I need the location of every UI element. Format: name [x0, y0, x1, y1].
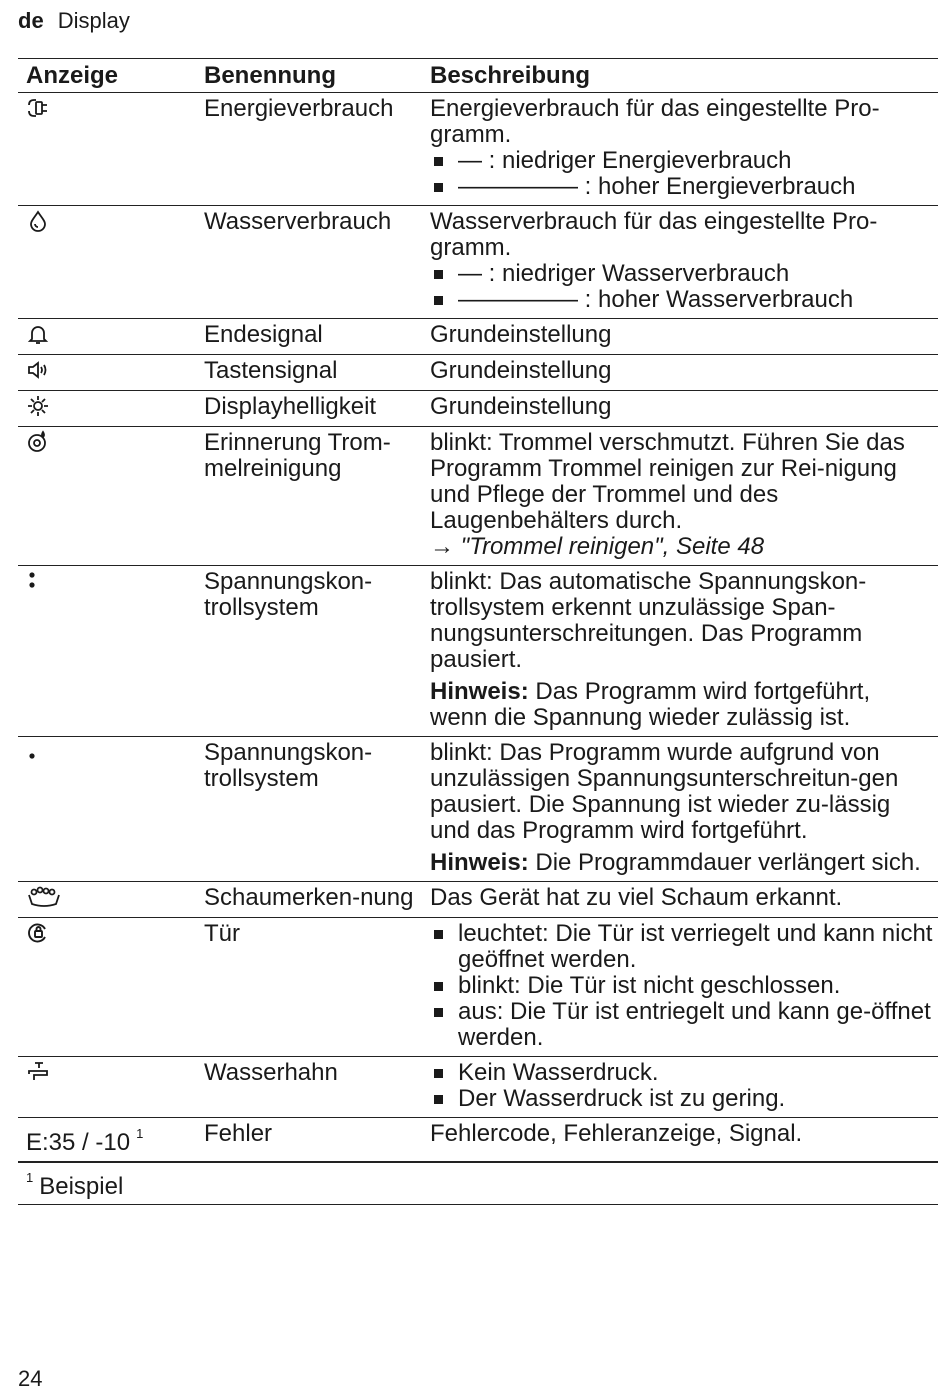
row-description: Grundeinstellung [422, 391, 938, 427]
door-lock-icon [26, 921, 50, 945]
two-dots-icon [26, 569, 50, 593]
column-header-anzeige: Anzeige [18, 59, 196, 93]
row-description: Grundeinstellung [422, 355, 938, 391]
list-item: blinkt: Die Tür ist nicht geschlossen. [430, 973, 934, 999]
note [430, 850, 934, 876]
column-header-beschreibung: Beschreibung [422, 59, 938, 93]
section-title: Display [57, 8, 130, 33]
table-row [18, 566, 938, 737]
table-row [18, 427, 938, 566]
row-name: Wasserverbrauch [196, 206, 422, 319]
bullet-list [430, 261, 934, 313]
bullet-list [430, 148, 934, 200]
plug-icon [26, 96, 50, 120]
list-item: aus: Die Tür ist entriegelt und kann ge-öffnet werden. [430, 999, 934, 1051]
speaker-icon [26, 358, 50, 382]
row-name: Erinnerung Trom-melreinigung [196, 427, 422, 566]
table-header-row [18, 59, 938, 93]
row-name: Tastensignal [196, 355, 422, 391]
bullet-list [430, 921, 934, 1051]
row-name: Schaumerken-nung [196, 882, 422, 918]
note-label: Hinweis: [430, 849, 529, 876]
row-name: Energieverbrauch [196, 93, 422, 206]
table-row [18, 918, 938, 1057]
row-name: Endesignal [196, 319, 422, 355]
table-row [18, 355, 938, 391]
water-drop-icon [26, 209, 50, 233]
row-description: Grundeinstellung [422, 319, 938, 355]
footnote-marker: 1 [136, 1126, 144, 1141]
table-footnote [18, 1162, 938, 1205]
row-description: Das Gerät hat zu viel Schaum erkannt. [422, 882, 938, 918]
footnote-text: Beispiel [39, 1173, 124, 1200]
page-header [18, 8, 130, 34]
row-description: blinkt: Das Programm wurde aufgrund von unzulässigen Spannungsunterschreitun-gen pausiert. Die Spannung ist wieder zu-lässig und das Programm wird fortgeführt. [430, 739, 899, 844]
row-description: Wasserverbrauch für das eingestellte Pro-gramm. [430, 208, 878, 261]
language-code: de [18, 8, 44, 33]
drum-clean-icon [26, 430, 50, 454]
table-row [18, 882, 938, 918]
list-item: ————— : hoher Energieverbrauch [430, 174, 934, 200]
one-dot-icon [26, 740, 50, 764]
foam-icon [26, 885, 62, 909]
row-description: Fehlercode, Fehleranzeige, Signal. [422, 1118, 938, 1163]
list-item: — : niedriger Energieverbrauch [430, 148, 934, 174]
cross-reference: → "Trommel reinigen", Seite 48 [430, 533, 765, 560]
list-item: ————— : hoher Wasserverbrauch [430, 287, 934, 313]
table-row [18, 391, 938, 427]
note [430, 679, 934, 731]
column-header-benennung: Benennung [196, 59, 422, 93]
footnote-number: 1 [26, 1170, 34, 1185]
row-name: Wasserhahn [196, 1057, 422, 1118]
list-item: leuchtet: Die Tür ist verriegelt und kann nicht geöffnet werden. [430, 921, 934, 973]
list-item: — : niedriger Wasserverbrauch [430, 261, 934, 287]
row-description: blinkt: Trommel verschmutzt. Führen Sie das Programm Trommel reinigen zur Rei-nigung und Pflege der Trommel und des Laugenbehälters durch. [430, 429, 905, 534]
bell-icon [26, 322, 50, 346]
row-description: blinkt: Das automatische Spannungskon-trollsystem erkennt unzulässige Span-nungsunterschreitungen. Das Programm pausiert. [430, 568, 867, 673]
table-row [18, 319, 938, 355]
page-number: 24 [18, 1366, 43, 1391]
list-item: Kein Wasserdruck. [430, 1060, 934, 1086]
tap-icon [26, 1060, 50, 1084]
note-text: Das Programm wird fortgeführt, wenn die Spannung wieder zulässig ist. [430, 678, 871, 731]
row-name: Displayhelligkeit [196, 391, 422, 427]
table-row [18, 1057, 938, 1118]
row-name: Tür [196, 918, 422, 1057]
table-row [18, 93, 938, 206]
table-row [18, 206, 938, 319]
note-label: Hinweis: [430, 678, 529, 705]
brightness-icon [26, 394, 50, 418]
list-item: Der Wasserdruck ist zu gering. [430, 1086, 934, 1112]
display-symbols-table [18, 58, 938, 1205]
bullet-list [430, 1060, 934, 1112]
table-row-error [18, 1118, 938, 1163]
error-code: E:35 / -10 [26, 1129, 131, 1156]
note-text: Die Programmdauer verlängert sich. [535, 849, 921, 876]
table-row [18, 737, 938, 882]
row-name: Spannungskon-trollsystem [196, 566, 422, 737]
row-description: Energieverbrauch für das eingestellte Pro-gramm. [430, 95, 880, 148]
row-name: Spannungskon-trollsystem [196, 737, 422, 882]
row-name: Fehler [196, 1118, 422, 1163]
